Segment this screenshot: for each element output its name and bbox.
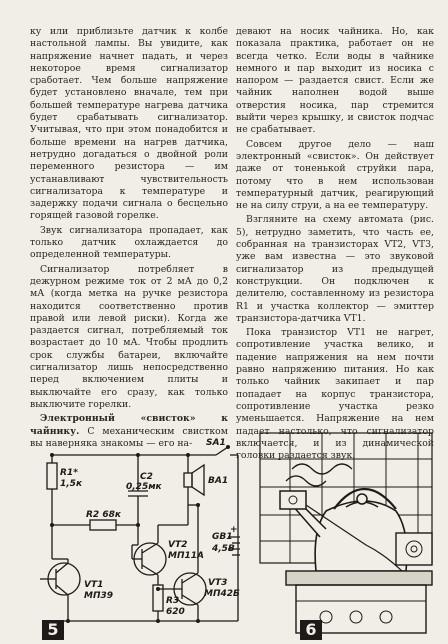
gb1-label: GB1 xyxy=(212,532,233,542)
r1-label: R1* xyxy=(60,468,78,478)
paragraph: Взгляните на схему автомата (рис. 5), нетрудно заметить, что часть ее, собранная на транзисторах VT2, VT3, уже вам известна — это звуковой сигнализатор из предыдущей конструкции. Он подключен к делителю, составленному из резистора R1 и участка коллектор — эмиттер транзистора-датчика VT1. xyxy=(236,214,434,324)
vt2-label: VT2 xyxy=(168,540,188,550)
r3-value-label: 620 xyxy=(166,607,185,617)
sa1-label: SA1 xyxy=(206,438,226,448)
plus-label: + xyxy=(230,525,238,535)
figures-area xyxy=(28,435,438,639)
r2-label: R2 68к xyxy=(86,510,121,520)
paragraph-text: С механическим свистком вы наверняка знакомы — его на- xyxy=(30,425,228,449)
figure-number-5: 5 xyxy=(42,620,64,640)
paragraph: ку или приблизьте датчик к колбе настольной лампы. Вы увидите, как напряжение начнет падать, и через некоторое время сигнализатор сработает. Чем больше напряжение будет установлено вначале, тем при большей температуре нагрева датчика будет срабатывать сигнализатор. Учитывая, что при этом понадобится и больше времени на нагрев датчика, нетрудно догадаться о двойной роли переменного резистора — им устанавливают чувствительность сигнализатора к температуре и задержку подачи сигнала о бесцельно горящей газовой горелке. xyxy=(30,26,228,222)
gb1-value-label: 4,5В xyxy=(212,544,235,554)
paragraph: Совсем другое дело — наш электронный «свисток». Он действует даже от тоненькой струйки пара, потому что в нем использован температурный датчик, реагирующий не на силу струи, а на ее температуру. xyxy=(236,138,434,212)
vt1-label: VT1 xyxy=(84,580,104,590)
r3-label: R3 xyxy=(166,596,180,606)
figure-number-6: 6 xyxy=(300,620,322,640)
schematic-drawing xyxy=(28,435,240,640)
ba1-label: BA1 xyxy=(208,476,229,486)
kettle-drawing xyxy=(256,429,436,640)
paragraph: девают на носик чайника. Но, как показала практика, работает он не всегда четко. Если воды в чайнике немного и пар выходит из носика с напором — раздается свист. Если же чайник наполнен водой выше отверстия носика, пар стремится выйти через крышку, и свисток подчас не срабатывает. xyxy=(236,26,434,136)
r1-value-label: 1,5к xyxy=(60,479,83,489)
vt2-type-label: МП11А xyxy=(168,551,204,561)
circuit-schematic-figure xyxy=(28,435,240,640)
vt3-type-label: МП42Б xyxy=(204,589,240,599)
paragraph: Звук сигнализатора пропадает, как только датчик охлаждается до определенной температуры. xyxy=(30,224,228,261)
left-text-column xyxy=(30,26,228,452)
c2-label: C2 xyxy=(140,472,153,482)
c2-value-label: 0,25мк xyxy=(126,482,162,492)
paragraph: Сигнализатор потребляет в дежурном режиме ток от 2 мА до 0,2 мА (когда метка на ручке резистора находится соответственно против правой или левой риски). Когда же раздается сигнал, потребляемый ток возрастает до 10 мА. Чтобы продлить срок службы батареи, включайте сигнализатор лишь непосредственно перед включением плиты и выключайте его сразу, как только выключите горелки. xyxy=(30,263,228,410)
vt3-label: VT3 xyxy=(208,578,228,588)
kettle-illustration-figure xyxy=(256,429,436,640)
paragraph: Пока транзистор VT1 не нагрет, сопротивление участка велико, и падение напряжения на нем почти равно напряжению питания. Но как только чайник закипает и пар попадает на корпус транзистора, сопротивление участка резко уменьшается. Напряжение на нем падает настолько, что сигнализатор включается, и из динамической головки раздается звук. xyxy=(236,327,434,462)
section-heading: Электронный «свисток» к чайнику. xyxy=(30,413,228,437)
right-text-column xyxy=(236,26,434,464)
vt1-type-label: МП39 xyxy=(84,591,114,601)
